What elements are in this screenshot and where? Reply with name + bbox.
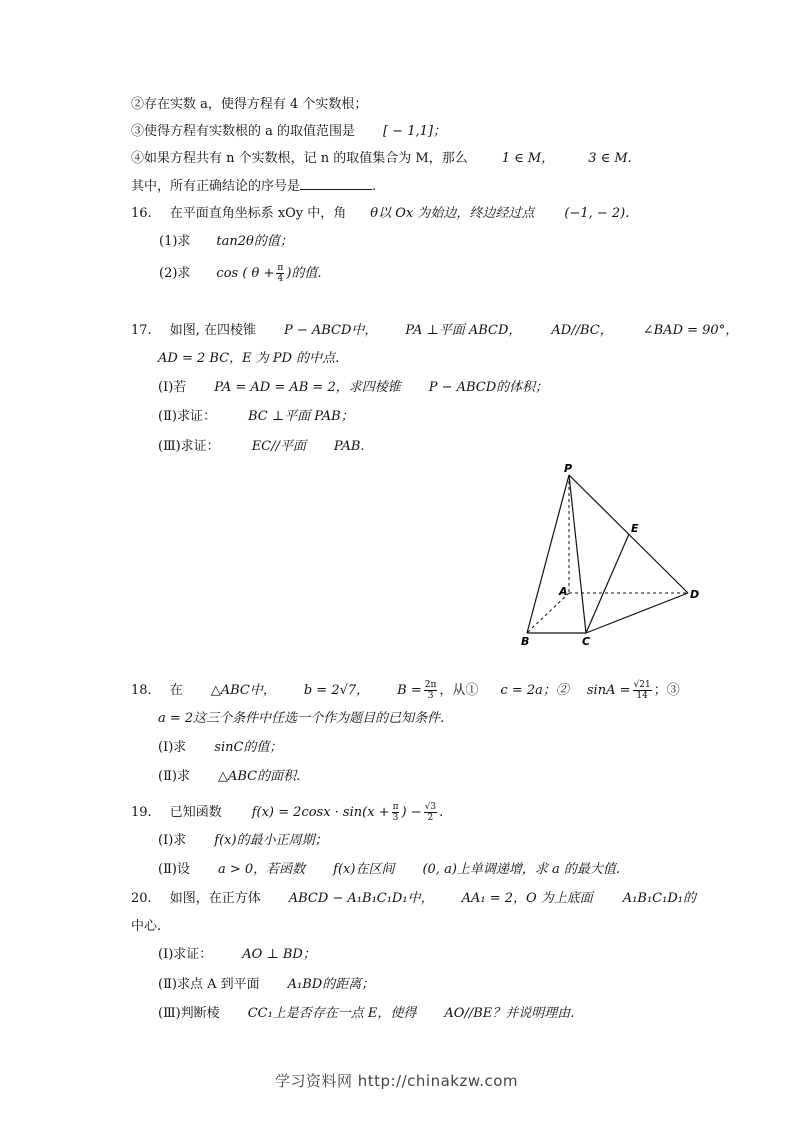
q17-part1: (Ⅰ)若 PA = AD = AB = 2，求四棱锥 P − ABCD的体积； <box>158 380 549 395</box>
edge-PB <box>527 475 569 633</box>
q18-stem2: a = 2这三个条件中任选一个作为题目的已知条件. <box>158 711 445 726</box>
q19-part2: (Ⅱ)设 a > 0，若函数 f(x)在区间 (0, a)上单调递增，求 a 的最大值. <box>158 862 621 877</box>
q15-item3: ③使得方程有实数根的 a 的取值范围是 [ − 1,1]； <box>131 124 446 139</box>
q20-stem2: 中心. <box>131 919 162 934</box>
label-B: B <box>521 635 530 648</box>
q17-stem: 17. 如图, 在四棱锥 P − ABCD中， PA ⊥平面 ABCD， AD//BC， ∠BAD = 90°， <box>131 323 739 338</box>
answer-blank <box>300 177 372 190</box>
q17-part2: (Ⅱ)求证： BC ⊥平面 PAB； <box>158 409 354 424</box>
label-E: E <box>631 522 639 535</box>
label-C: C <box>582 635 591 648</box>
pyramid-figure <box>512 460 712 652</box>
label-D: D <box>690 588 700 601</box>
q20-part2: (Ⅱ)求点 A 到平面 A₁BD的距离； <box>158 977 375 992</box>
q15-item4: ④如果方程共有 n 个实数根，记 n 的取值集合为 M，那么 1 ∈ M， 3 ∈ M. <box>131 151 632 166</box>
q18-stem: 18. 在 △ABC中， b = 2√7， B = $\frac{2\pi}{3}$ ，从① c = 2a；② sinA = $\frac{√21}{14}$ ；③ <box>131 680 680 701</box>
edge-AB-hidden <box>527 593 569 633</box>
edge-PC <box>569 475 586 633</box>
label-A: A <box>559 585 568 598</box>
q20-part3: (Ⅲ)判断棱 CC₁上是否存在一点 E，使得 AO//BE？并说明理由. <box>158 1006 575 1021</box>
footer-watermark: 学习资料网 http://chinakzw.com <box>274 1072 519 1090</box>
q16-part2: (2)求 cos ( θ + $\frac{\pi}{4}$ )的值. <box>159 263 322 284</box>
q15-item2: ②存在实数 a，使得方程有 4 个实数根； <box>131 97 368 112</box>
q18-part2: (Ⅱ)求 △ABC的面积. <box>158 769 301 784</box>
q20-part1: (Ⅰ)求证： AO ⊥ BD； <box>158 947 316 962</box>
q18-part1: (Ⅰ)求 sinC的值； <box>158 740 283 755</box>
q19-part1: (Ⅰ)求 f(x)的最小正周期； <box>158 833 328 848</box>
q15-conclusion: 其中，所有正确结论的序号是 . <box>131 179 377 194</box>
q19-stem: 19. 已知函数 f(x) = 2cosx · sin(x + $\frac{\pi}{3}$ ) − $\frac{√3}{2}$ . <box>131 802 444 823</box>
label-P: P <box>564 462 573 475</box>
q17-stem2: AD = 2 BC，E 为 PD 的中点. <box>158 351 340 366</box>
q16-part1: (1)求 tan2θ的值； <box>159 234 293 249</box>
q16-stem: 16. 在平面直角坐标系 xOy 中，角 θ以 Ox 为始边，终边经过点 (−1, − 2). <box>131 206 630 221</box>
q20-stem: 20. 如图，在正方体 ABCD − A₁B₁C₁D₁中， AA₁ = 2，O 为上底面 A₁B₁C₁D₁的 <box>131 891 696 906</box>
q17-part3: (Ⅲ)求证： EC//平面 PAB. <box>158 439 365 454</box>
